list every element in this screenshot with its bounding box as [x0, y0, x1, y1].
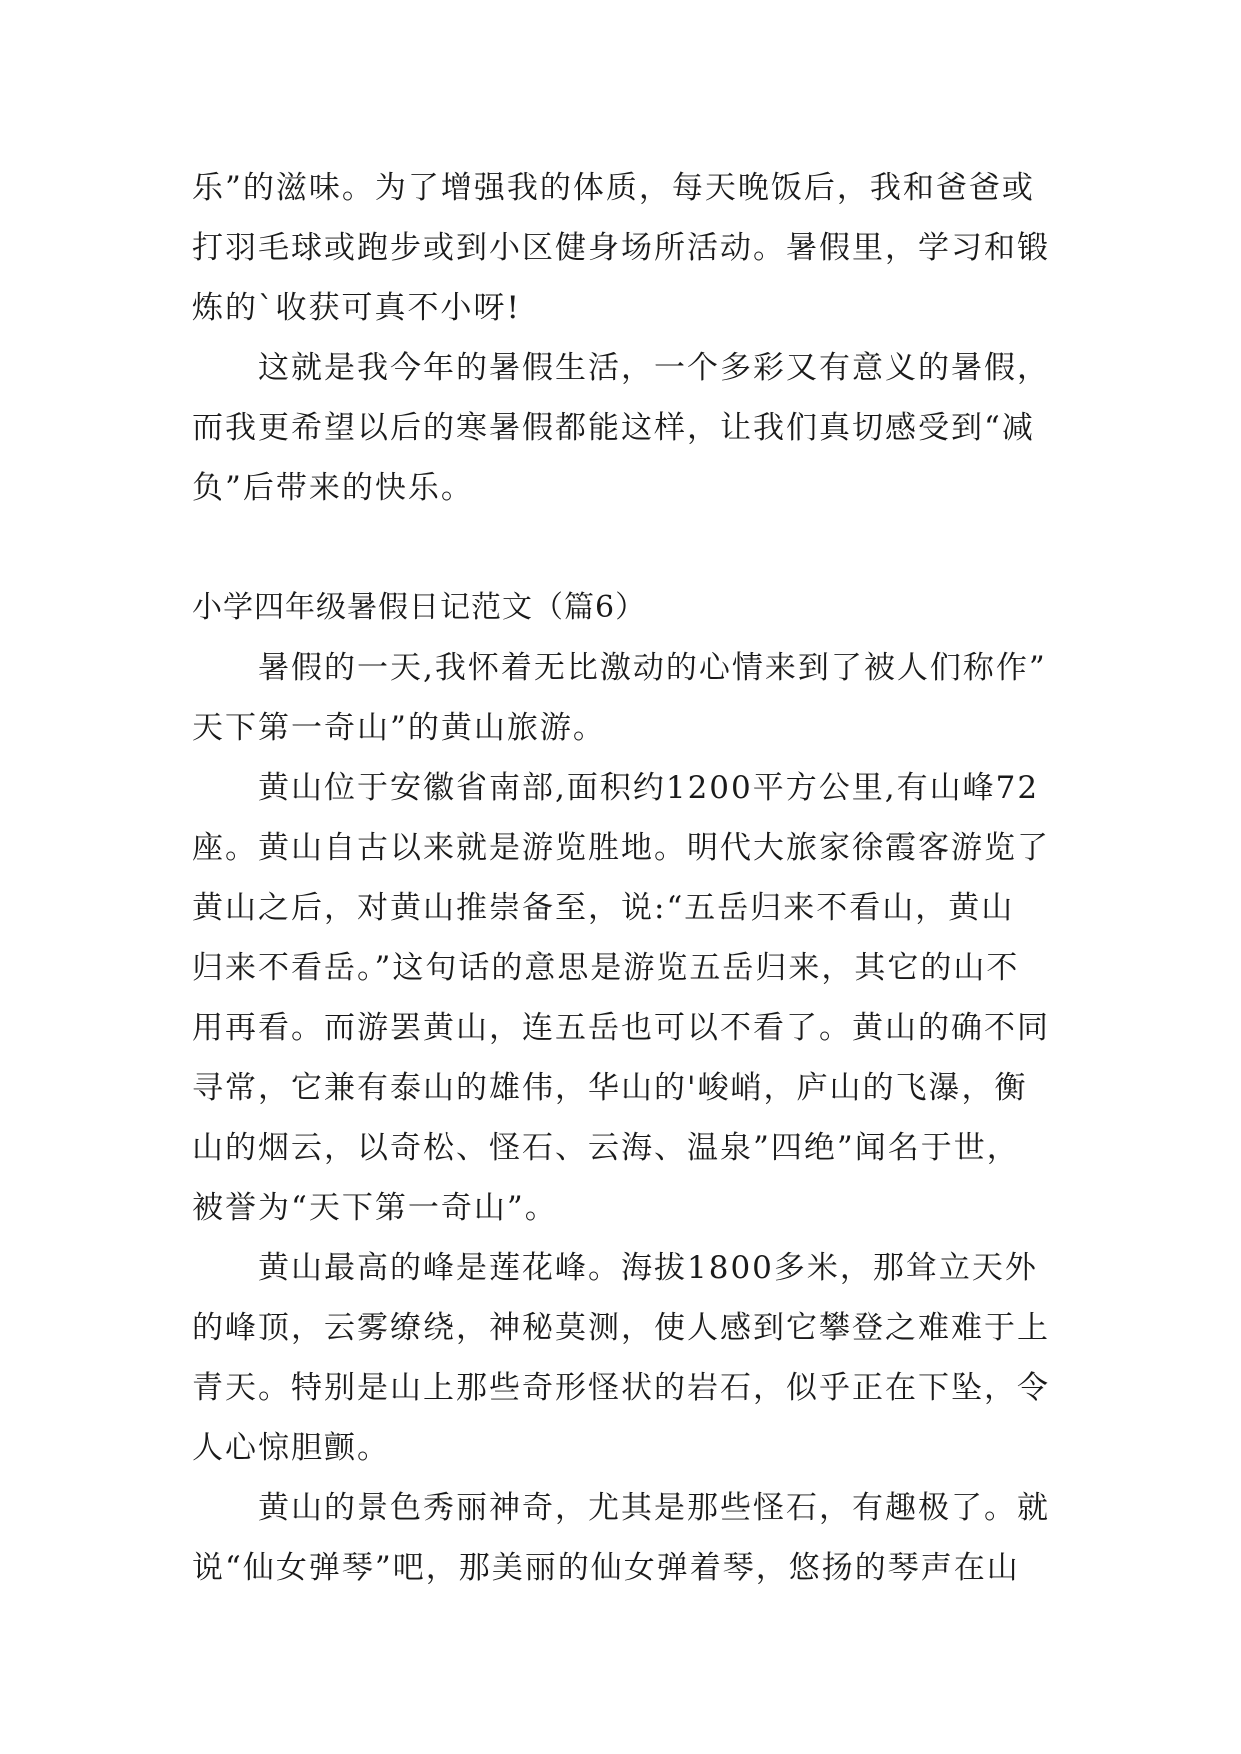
text-line: 打羽毛球或跑步或到小区健身场所活动。暑假里，学习和锻 — [192, 230, 1050, 266]
paragraph-3 — [192, 638, 1054, 758]
text-line: 被誉为“天下第一奇山”。 — [192, 1190, 558, 1226]
section-heading: 小学四年级暑假日记范文（篇6） — [192, 590, 647, 625]
text-line: 黄山位于安徽省南部,面积约1200平方公里,有山峰72 — [258, 770, 1040, 806]
section-gap — [192, 518, 1054, 578]
text-line: 寻常，它兼有泰山的雄伟，华山的'峻峭，庐山的飞瀑，衡 — [192, 1070, 1028, 1106]
text-line: 黄山最高的峰是莲花峰。海拔1800多米，那耸立天外 — [258, 1250, 1038, 1286]
paragraph-5 — [192, 1238, 1054, 1478]
paragraph-6 — [192, 1478, 1054, 1598]
text-line: 暑假的一天,我怀着无比激动的心情来到了被人们称作” — [258, 650, 1047, 686]
text-line: 山的烟云，以奇松、怪石、云海、温泉”四绝”闻名于世， — [192, 1130, 1020, 1166]
paragraph-4 — [192, 758, 1054, 1238]
text-line: 用再看。而游罢黄山，连五岳也可以不看了。黄山的确不同 — [192, 1010, 1050, 1046]
text-line: 归来不看岳。”这句话的意思是游览五岳归来，其它的山不 — [192, 950, 1020, 986]
text-line: 而我更希望以后的寒暑假都能这样，让我们真切感受到“减 — [192, 410, 1035, 446]
text-line: 座。黄山自古以来就是游览胜地。明代大旅家徐霞客游览了 — [192, 830, 1050, 866]
text-line: 黄山之后，对黄山推崇备至，说:“五岳归来不看山，黄山 — [192, 890, 1015, 926]
text-line: 炼的`收获可真不小呀! — [192, 290, 521, 326]
text-line: 青天。特别是山上那些奇形怪状的岩石，似乎正在下坠，令 — [192, 1370, 1050, 1406]
text-line: 的峰顶，云雾缭绕，神秘莫测，使人感到它攀登之难难于上 — [192, 1310, 1050, 1346]
paragraph-1 — [192, 158, 1054, 338]
text-line: 负”后带来的快乐。 — [192, 470, 474, 506]
text-line: 人心惊胆颤。 — [192, 1430, 390, 1466]
paragraph-2 — [192, 338, 1054, 518]
text-line: 说“仙女弹琴”吧，那美丽的仙女弹着琴，悠扬的琴声在山 — [192, 1550, 1020, 1586]
text-line: 这就是我今年的暑假生活，一个多彩又有意义的暑假， — [258, 350, 1050, 386]
text-line: 黄山的景色秀丽神奇，尤其是那些怪石，有趣极了。就 — [258, 1490, 1050, 1526]
text-line: 乐”的滋味。为了增强我的体质，每天晚饭后，我和爸爸或 — [192, 170, 1035, 206]
document-body — [192, 158, 1054, 1598]
text-line: 天下第一奇山”的黄山旅游。 — [192, 710, 606, 746]
